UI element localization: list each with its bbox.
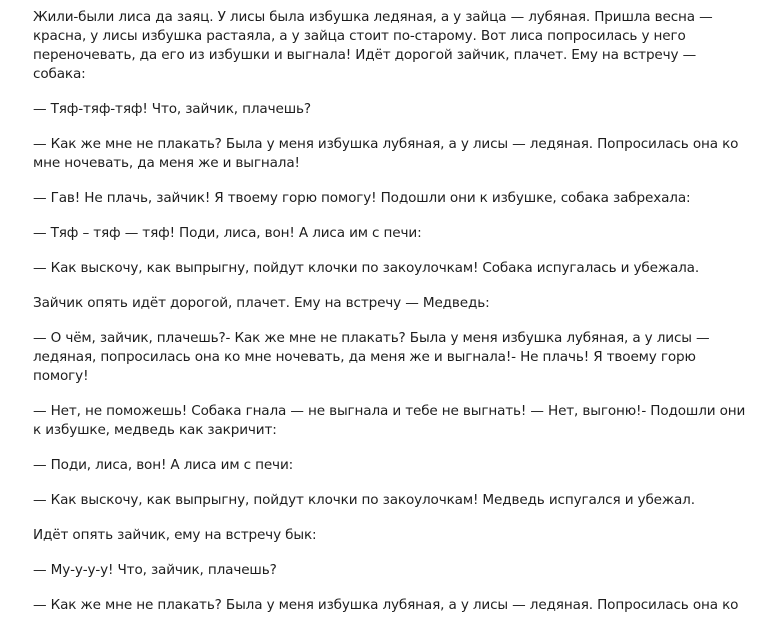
paragraph-intro: Жили-были лиса да заяц. У лисы была избушка ледяная, а у зайца — лубяная. Пришла весна — красна, у лисы избушка растаяла, а у зайца стоит по-старому. Вот лиса попросилась у него переночевать, да его из избушки и выгнала! Идёт дорогой зайчик, плачет. Ему на встречу — собака: xyxy=(33,9,713,82)
paragraph-dog-bark: — Тяф – тяф — тяф! Поди, лиса, вон! А лиса им с печи: xyxy=(33,225,422,241)
paragraph-dog-greeting: — Тяф-тяф-тяф! Что, зайчик, плачешь? xyxy=(33,101,311,117)
paragraph-hare-answer-3: — Как же мне не плакать? Была у меня избушка лубяная, а у лисы — ледяная. Попросилась она ко xyxy=(33,597,739,613)
paragraph-bear-dialogue: — О чём, зайчик, плачешь?- Как же мне не плакать? Была у меня избушка лубяная, а у лисы — ледяная, попросилась она ко мне ночевать, да меня же и выгнала!- Не плачь! Я твоему горю помогу! xyxy=(33,330,710,384)
paragraph-hare-answer-1: — Как же мне не плакать? Была у меня избушка лубяная, а у лисы — ледяная. Попросилась она ко мне ночевать, да меня же и выгнала! xyxy=(33,136,739,171)
paragraph-bear-shout: — Поди, лиса, вон! А лиса им с печи: xyxy=(33,457,294,473)
story-text xyxy=(33,8,749,631)
paragraph-fox-threat-2: — Как выскочу, как выпрыгну, пойдут клочки по закоулочкам! Медведь испугался и убежал. xyxy=(33,492,695,508)
paragraph-hare-walks-2: Зайчик опять идёт дорогой, плачет. Ему на встречу — Медведь: xyxy=(33,295,490,311)
paragraph-bear-reply: — Нет, не поможешь! Собака гнала — не выгнала и тебе не выгнать! — Нет, выгоню!- Подошли они к избушке, медведь как закричит: xyxy=(33,403,746,438)
paragraph-bull-greeting: — Му-у-у-у! Что, зайчик, плачешь? xyxy=(33,562,277,578)
paragraph-fox-threat-1: — Как выскочу, как выпрыгну, пойдут клочки по закоулочкам! Собака испугалась и убежала. xyxy=(33,260,700,276)
paragraph-dog-help: — Гав! Не плачь, зайчик! Я твоему горю помогу! Подошли они к избушке, собака забрехала: xyxy=(33,190,691,206)
paragraph-hare-walks-3: Идёт опять зайчик, ему на встречу бык: xyxy=(33,527,317,543)
